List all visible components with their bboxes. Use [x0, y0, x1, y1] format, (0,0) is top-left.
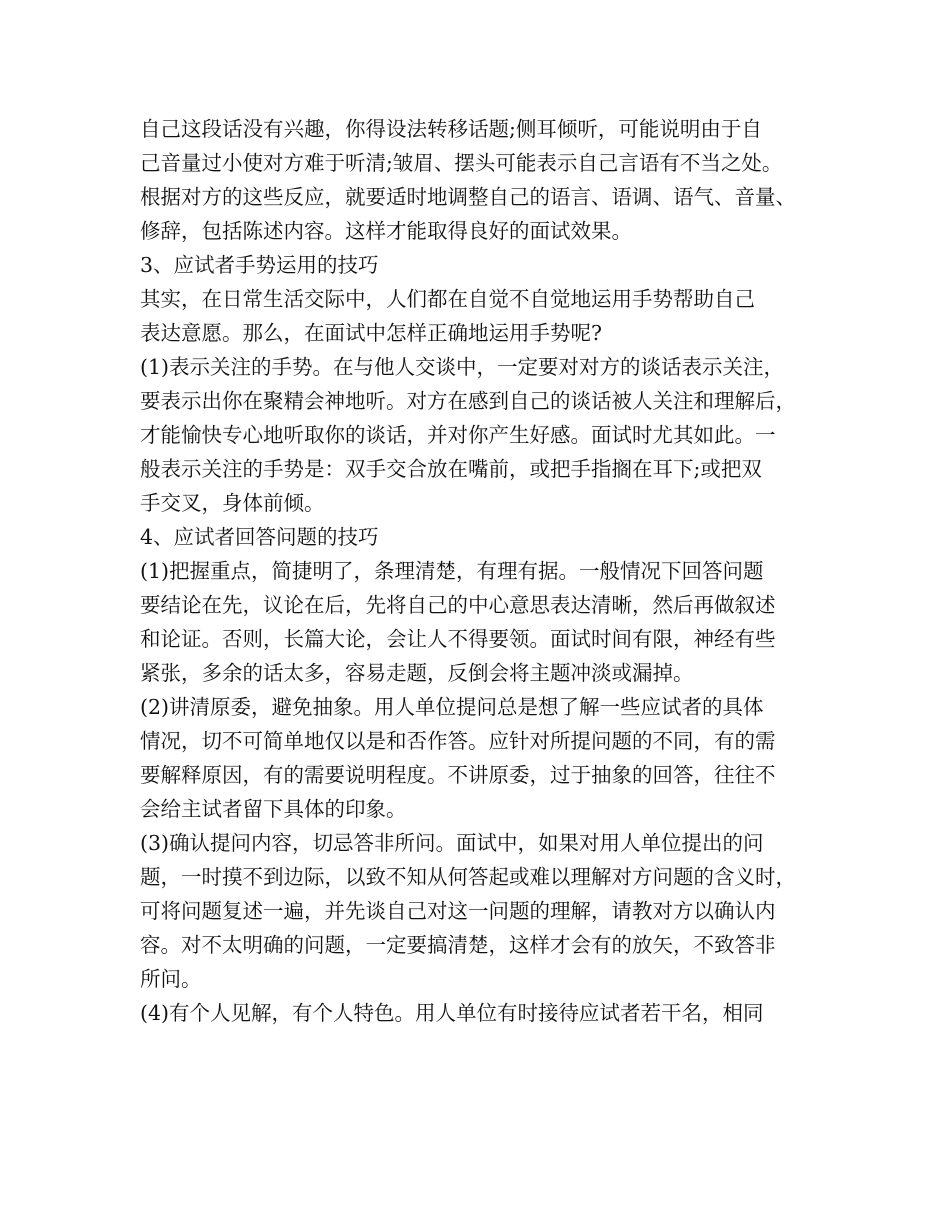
text-line: 情况，切不可简单地仅以是和否作答。应针对所提问题的不同，有的需	[140, 729, 776, 753]
text-line: (1)表示关注的手势。在与他人交谈中，一定要对对方的谈话表示关注，	[140, 355, 785, 379]
text-line: 表达意愿。那么，在面试中怎样正确地运用手势呢?	[140, 321, 602, 345]
text-line: 根据对方的这些反应，就要适时地调整自己的语言、语调、语气、音量、	[140, 185, 796, 209]
text-line: 会给主试者留下具体的印象。	[140, 797, 407, 821]
text-line: 其实，在日常生活交际中，人们都在自觉不自觉地运用手势帮助自己	[140, 287, 755, 311]
text-line: 要结论在先，议论在后，先将自己的中心意思表达清晰，然后再做叙述	[140, 593, 776, 617]
text-line: 己音量过小使对方难于听清;皱眉、摆头可能表示自己言语有不当之处。	[140, 151, 783, 175]
text-line: 自己这段话没有兴趣，你得设法转移话题;侧耳倾听，可能说明由于自	[140, 117, 762, 141]
text-line: 所问。	[140, 967, 202, 991]
text-line: 手交叉，身体前倾。	[140, 491, 325, 515]
text-line: 和论证。否则，长篇大论，会让人不得要领。面试时间有限，神经有些	[140, 627, 776, 651]
section-heading: 4、应试者回答问题的技巧	[140, 525, 379, 549]
section-heading: 3、应试者手势运用的技巧	[140, 253, 379, 277]
text-line: 修辞，包括陈述内容。这样才能取得良好的面试效果。	[140, 219, 632, 243]
text-line: 题，一时摸不到边际，以致不知从何答起或难以理解对方问题的含义时，	[140, 865, 796, 889]
text-line: 要解释原因，有的需要说明程度。不讲原委，过于抽象的回答，往往不	[140, 763, 776, 787]
text-line: 才能愉快专心地听取你的谈话，并对你产生好感。面试时尤其如此。一	[140, 423, 776, 447]
text-line: 要表示出你在聚精会神地听。对方在感到自己的谈话被人关注和理解后，	[140, 389, 796, 413]
text-line: 紧张，多余的话太多，容易走题，反倒会将主题冲淡或漏掉。	[140, 661, 694, 685]
text-line: 般表示关注的手势是：双手交合放在嘴前，或把手指搁在耳下;或把双	[140, 457, 762, 481]
text-line: (4)有个人见解，有个人特色。用人单位有时接待应试者若干名，相同	[140, 1001, 764, 1025]
text-line: (2)讲清原委，避免抽象。用人单位提问总是想了解一些应试者的具体	[140, 695, 764, 719]
text-line: 容。对不太明确的问题，一定要搞清楚，这样才会有的放矢，不致答非	[140, 933, 776, 957]
body-text	[140, 112, 830, 1030]
text-line: (3)确认提问内容，切忌答非所问。面试中，如果对用人单位提出的问	[140, 831, 764, 855]
text-line: 可将问题复述一遍，并先谈自己对这一问题的理解，请教对方以确认内	[140, 899, 776, 923]
text-line: (1)把握重点，简捷明了，条理清楚，有理有据。一般情况下回答问题	[140, 559, 764, 583]
